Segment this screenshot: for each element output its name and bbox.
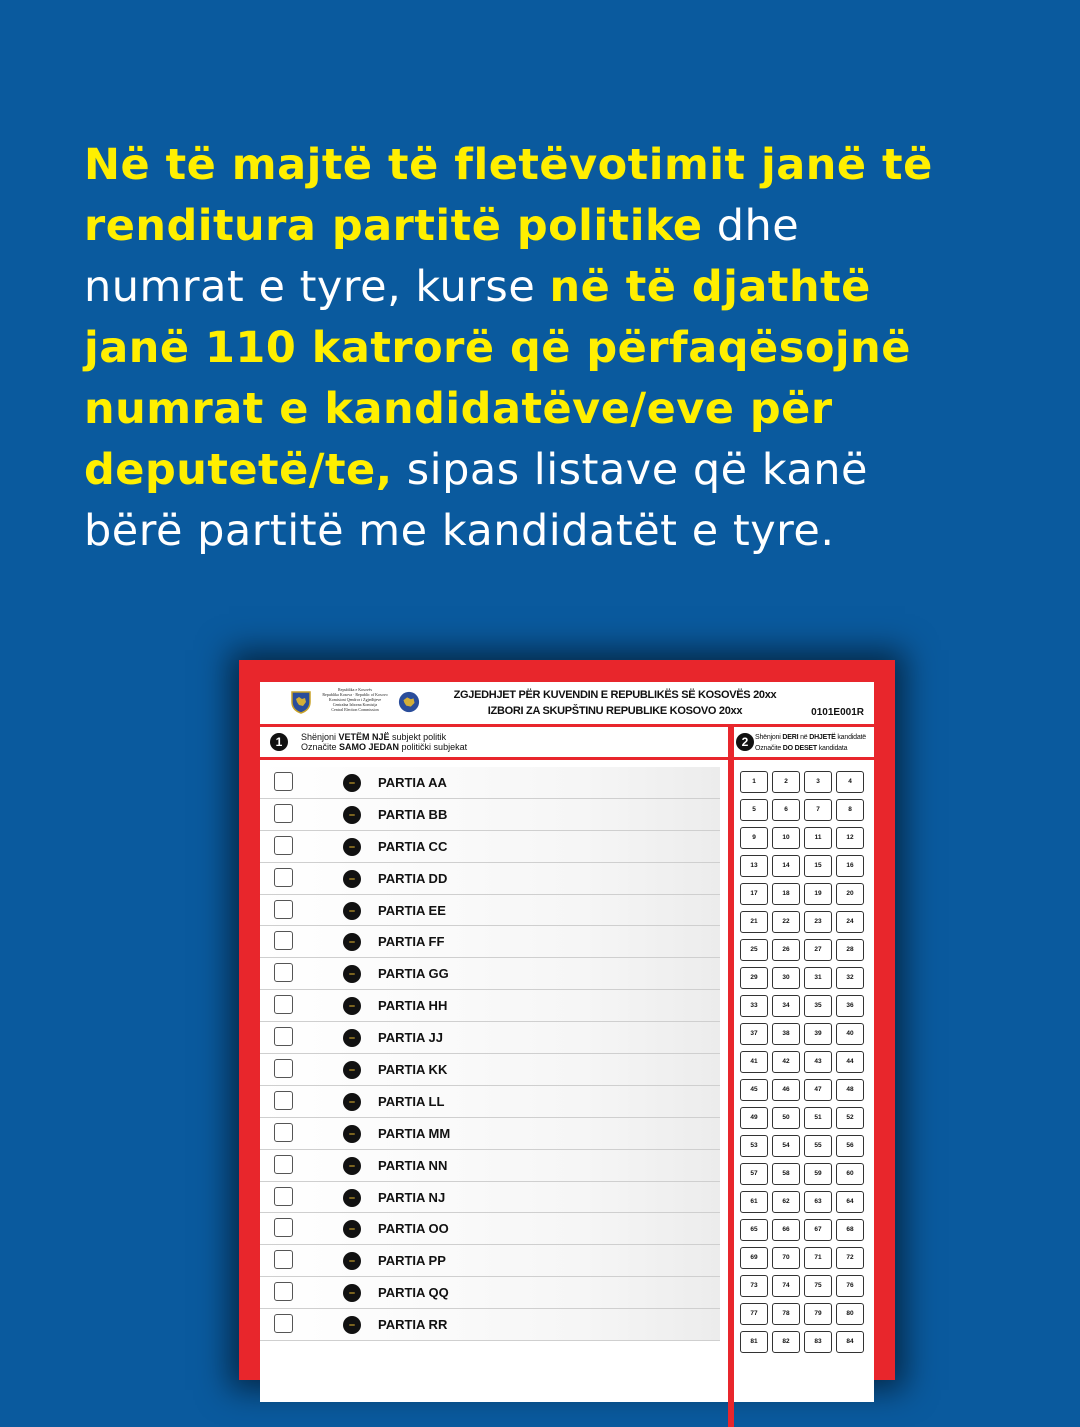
plain-text: bërë partitë me kandidatët e tyre. — [84, 506, 835, 556]
candidate-box[interactable]: 1 — [740, 771, 768, 793]
party-name: PARTIA BB — [378, 806, 448, 822]
party-logo-icon — [343, 774, 361, 792]
party-checkbox[interactable] — [274, 868, 293, 887]
candidate-box[interactable]: 9 — [740, 827, 768, 849]
highlighted-text: Në të majtë të fletëvotimit janë të — [84, 140, 933, 190]
party-logo-icon — [343, 870, 361, 888]
candidate-grid — [740, 771, 870, 1353]
party-logo-icon — [343, 902, 361, 920]
party-name: PARTIA KK — [378, 1062, 448, 1078]
commission-line: Central Election Commission — [331, 707, 379, 712]
party-row — [260, 1309, 720, 1341]
candidate-box[interactable]: 45 — [740, 1079, 768, 1101]
candidate-box[interactable]: 24 — [836, 911, 864, 933]
candidate-box[interactable]: 2 — [772, 771, 800, 793]
party-checkbox[interactable] — [274, 772, 293, 791]
party-name: PARTIA NJ — [378, 1189, 446, 1205]
party-row — [260, 1086, 720, 1118]
party-name: PARTIA NN — [378, 1157, 448, 1173]
plain-text: sipas listave që kanë — [392, 445, 868, 495]
candidate-box[interactable]: 66 — [772, 1219, 800, 1241]
candidate-box[interactable]: 10 — [772, 827, 800, 849]
candidate-box[interactable]: 82 — [772, 1331, 800, 1353]
candidate-box[interactable]: 64 — [836, 1191, 864, 1213]
candidate-box[interactable]: 16 — [836, 855, 864, 877]
party-checkbox[interactable] — [274, 836, 293, 855]
highlighted-text: deputetë/te, — [84, 445, 393, 495]
candidate-box[interactable]: 47 — [804, 1079, 832, 1101]
candidate-box[interactable]: 19 — [804, 883, 832, 905]
headline-line — [84, 440, 868, 501]
party-row — [260, 895, 720, 927]
candidate-box[interactable]: 70 — [772, 1247, 800, 1269]
candidate-box[interactable]: 33 — [740, 995, 768, 1017]
party-logo-icon — [343, 1029, 361, 1047]
party-name: PARTIA DD — [378, 870, 448, 886]
headline-line — [84, 501, 835, 562]
party-row — [260, 1245, 720, 1277]
candidate-box[interactable]: 34 — [772, 995, 800, 1017]
party-checkbox[interactable] — [274, 1123, 293, 1142]
party-name: PARTIA QQ — [378, 1285, 449, 1301]
ballot-title-serbian: IZBORI ZA SKUPŠTINU REPUBLIKE KOSOVO 20xx — [487, 705, 743, 717]
candidate-box[interactable]: 8 — [836, 799, 864, 821]
candidate-box[interactable]: 59 — [804, 1163, 832, 1185]
party-name: PARTIA CC — [378, 838, 448, 854]
candidate-box[interactable]: 51 — [804, 1107, 832, 1129]
candidate-box[interactable]: 28 — [836, 939, 864, 961]
party-name: PARTIA AA — [378, 775, 447, 790]
party-checkbox[interactable] — [274, 804, 293, 823]
party-row — [260, 1277, 720, 1309]
candidate-box[interactable]: 80 — [836, 1303, 864, 1325]
candidate-box[interactable]: 23 — [804, 911, 832, 933]
candidate-box[interactable]: 79 — [804, 1303, 832, 1325]
party-row — [260, 1213, 720, 1245]
party-row — [260, 767, 720, 799]
party-checkbox[interactable] — [274, 1091, 293, 1110]
party-logo-icon — [343, 1157, 361, 1175]
candidate-box[interactable]: 52 — [836, 1107, 864, 1129]
party-logo-icon — [343, 1093, 361, 1111]
highlighted-text: janë 110 katrorë që përfaqësojnë — [84, 323, 911, 373]
candidate-box[interactable]: 55 — [804, 1135, 832, 1157]
party-logo-icon — [343, 1061, 361, 1079]
candidate-box[interactable]: 17 — [740, 883, 768, 905]
candidate-box[interactable]: 40 — [836, 1023, 864, 1045]
party-checkbox[interactable] — [274, 1155, 293, 1174]
party-row — [260, 1150, 720, 1182]
ballot-title — [450, 687, 780, 719]
candidate-box[interactable]: 46 — [772, 1079, 800, 1101]
commission-line: Republika Kosova · Republic of Kosovo — [322, 692, 388, 697]
candidate-box[interactable]: 27 — [804, 939, 832, 961]
candidate-box[interactable]: 25 — [740, 939, 768, 961]
candidate-box[interactable]: 74 — [772, 1275, 800, 1297]
party-logo-icon — [343, 838, 361, 856]
candidate-box[interactable]: 32 — [836, 967, 864, 989]
party-row — [260, 863, 720, 895]
candidate-box[interactable]: 83 — [804, 1331, 832, 1353]
candidate-box[interactable]: 49 — [740, 1107, 768, 1129]
candidate-box[interactable]: 61 — [740, 1191, 768, 1213]
kosovo-emblem-icon — [290, 690, 312, 714]
party-logo-icon — [343, 1316, 361, 1334]
party-checkbox[interactable] — [274, 1282, 293, 1301]
party-name: PARTIA MM — [378, 1125, 451, 1141]
candidate-box[interactable]: 13 — [740, 855, 768, 877]
candidate-box[interactable]: 53 — [740, 1135, 768, 1157]
commission-line: Centralna Izborna Komisija — [332, 702, 378, 707]
party-checkbox[interactable] — [274, 995, 293, 1014]
candidate-box[interactable]: 67 — [804, 1219, 832, 1241]
party-name: PARTIA HH — [378, 998, 448, 1014]
candidate-box[interactable]: 56 — [836, 1135, 864, 1157]
candidate-box[interactable]: 57 — [740, 1163, 768, 1185]
candidate-box[interactable]: 6 — [772, 799, 800, 821]
election-commission-logo-icon — [398, 690, 420, 714]
candidate-box[interactable]: 14 — [772, 855, 800, 877]
party-logo-icon — [343, 1125, 361, 1143]
party-name: PARTIA RR — [378, 1317, 448, 1333]
candidate-box[interactable]: 77 — [740, 1303, 768, 1325]
candidate-box[interactable]: 63 — [804, 1191, 832, 1213]
commission-line: Komisioni Qendror i Zgjedhjeve — [328, 697, 382, 702]
candidate-box[interactable]: 81 — [740, 1331, 768, 1353]
headline-text — [84, 135, 933, 562]
candidate-box[interactable]: 84 — [836, 1331, 864, 1353]
party-row — [260, 926, 720, 958]
party-name: PARTIA PP — [378, 1253, 446, 1269]
headline-line — [84, 318, 911, 379]
party-name: PARTIA JJ — [378, 1030, 444, 1046]
candidate-box[interactable]: 3 — [804, 771, 832, 793]
candidate-box[interactable]: 12 — [836, 827, 864, 849]
ballot-code: 0101E001R — [811, 707, 864, 718]
step-number-1: 1 — [270, 733, 288, 751]
candidate-box[interactable]: 65 — [740, 1219, 768, 1241]
plain-text: numrat e tyre, kurse — [84, 262, 550, 312]
candidate-box[interactable]: 48 — [836, 1079, 864, 1101]
candidate-box[interactable]: 42 — [772, 1051, 800, 1073]
party-name: PARTIA FF — [378, 934, 445, 950]
party-list — [260, 767, 720, 1341]
party-checkbox[interactable] — [274, 1250, 293, 1269]
party-checkbox[interactable] — [274, 900, 293, 919]
party-checkbox[interactable] — [274, 963, 293, 982]
candidate-box[interactable]: 15 — [804, 855, 832, 877]
party-checkbox[interactable] — [274, 931, 293, 950]
ballot-image — [239, 660, 895, 1380]
party-logo-icon — [343, 1252, 361, 1270]
candidate-box[interactable]: 26 — [772, 939, 800, 961]
step-number-2: 2 — [736, 733, 754, 751]
party-row — [260, 1182, 720, 1214]
candidate-box[interactable]: 44 — [836, 1051, 864, 1073]
candidate-box[interactable]: 31 — [804, 967, 832, 989]
party-row — [260, 1118, 720, 1150]
candidate-box[interactable]: 5 — [740, 799, 768, 821]
candidate-box[interactable]: 43 — [804, 1051, 832, 1073]
candidate-box[interactable]: 62 — [772, 1191, 800, 1213]
party-checkbox[interactable] — [274, 1027, 293, 1046]
party-row — [260, 799, 720, 831]
candidate-box[interactable]: 73 — [740, 1275, 768, 1297]
party-row — [260, 1054, 720, 1086]
plain-text: dhe — [702, 201, 800, 251]
section-divider — [728, 727, 734, 1427]
section-parties-header — [260, 727, 728, 760]
ballot-title-albanian: ZGJEDHJET PËR KUVENDIN E REPUBLIKËS SË KOSOVËS 20xx — [453, 689, 777, 701]
candidate-box[interactable]: 60 — [836, 1163, 864, 1185]
candidate-box[interactable]: 58 — [772, 1163, 800, 1185]
candidate-box[interactable]: 36 — [836, 995, 864, 1017]
candidate-box[interactable]: 50 — [772, 1107, 800, 1129]
candidate-box[interactable]: 30 — [772, 967, 800, 989]
party-logo-icon — [343, 1189, 361, 1207]
party-checkbox[interactable] — [274, 1187, 293, 1206]
candidate-box[interactable]: 11 — [804, 827, 832, 849]
party-checkbox[interactable] — [274, 1218, 293, 1237]
candidate-box[interactable]: 35 — [804, 995, 832, 1017]
candidate-box[interactable]: 29 — [740, 967, 768, 989]
ballot-sheet — [260, 682, 874, 1402]
commission-line: Republika e Kosovës — [338, 687, 372, 692]
candidate-box[interactable]: 37 — [740, 1023, 768, 1045]
highlighted-text: numrat e kandidatëve/eve për — [84, 384, 833, 434]
candidate-box[interactable]: 71 — [804, 1247, 832, 1269]
party-row — [260, 958, 720, 990]
party-logo-icon — [343, 997, 361, 1015]
party-name: PARTIA OO — [378, 1221, 449, 1237]
candidates-instruction: Shënjoni DERI në DHJETË kandidatë Označite DO DESET kandidata — [755, 734, 866, 752]
candidate-box[interactable]: 7 — [804, 799, 832, 821]
party-row — [260, 1022, 720, 1054]
party-name: PARTIA LL — [378, 1093, 445, 1109]
party-checkbox[interactable] — [274, 1314, 293, 1333]
party-row — [260, 990, 720, 1022]
ballot-header — [260, 682, 874, 727]
headline-line — [84, 135, 933, 196]
commission-name — [314, 687, 396, 712]
candidate-box[interactable]: 75 — [804, 1275, 832, 1297]
party-logo-icon — [343, 1284, 361, 1302]
candidate-box[interactable]: 69 — [740, 1247, 768, 1269]
candidate-box[interactable]: 41 — [740, 1051, 768, 1073]
party-name: PARTIA GG — [378, 966, 449, 982]
candidate-box[interactable]: 21 — [740, 911, 768, 933]
headline-line — [84, 196, 800, 257]
parties-instruction: Shënjoni VETËM NJË subjekt politik Označite SAMO JEDAN politički subjekat — [301, 732, 468, 752]
candidate-box[interactable]: 72 — [836, 1247, 864, 1269]
party-row — [260, 831, 720, 863]
candidate-box[interactable]: 76 — [836, 1275, 864, 1297]
party-name: PARTIA EE — [378, 902, 446, 918]
headline-line — [84, 257, 871, 318]
party-logo-icon — [343, 933, 361, 951]
candidate-box[interactable]: 22 — [772, 911, 800, 933]
party-logo-icon — [343, 1220, 361, 1238]
candidate-box[interactable]: 4 — [836, 771, 864, 793]
candidate-box[interactable]: 54 — [772, 1135, 800, 1157]
candidate-box[interactable]: 20 — [836, 883, 864, 905]
candidate-box[interactable]: 68 — [836, 1219, 864, 1241]
party-logo-icon — [343, 965, 361, 983]
highlighted-text: në të djathtë — [549, 262, 871, 312]
candidate-box[interactable]: 78 — [772, 1303, 800, 1325]
candidate-box[interactable]: 38 — [772, 1023, 800, 1045]
section-candidates-header — [734, 727, 874, 760]
party-checkbox[interactable] — [274, 1059, 293, 1078]
headline-line — [84, 379, 833, 440]
party-logo-icon — [343, 806, 361, 824]
candidate-box[interactable]: 39 — [804, 1023, 832, 1045]
candidate-box[interactable]: 18 — [772, 883, 800, 905]
highlighted-text: renditura partitë politike — [84, 201, 703, 251]
